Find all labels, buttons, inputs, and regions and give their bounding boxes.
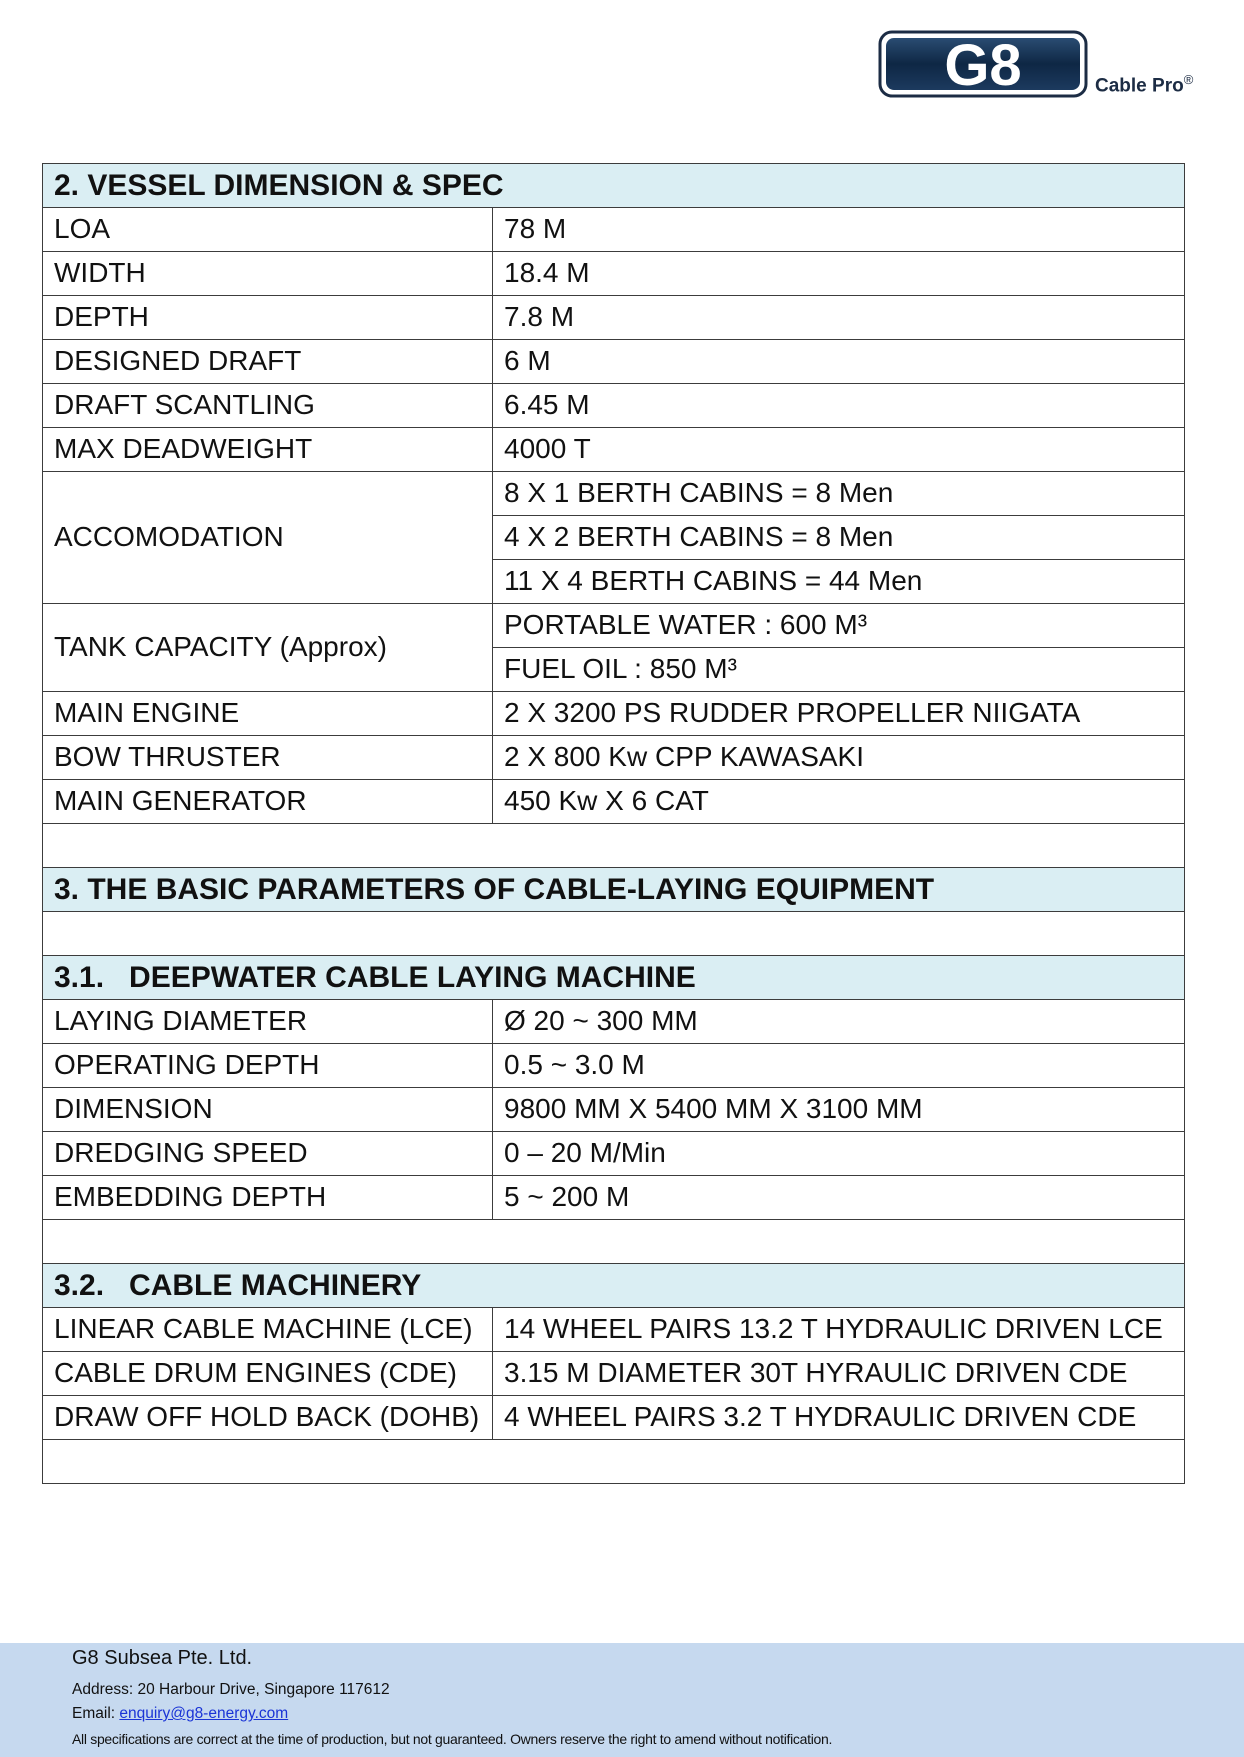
spec-label: BOW THRUSTER <box>43 736 493 780</box>
spec-value: 18.4 M <box>493 252 1185 296</box>
spec-value: 9800 MM X 5400 MM X 3100 MM <box>493 1088 1185 1132</box>
spec-label: DRAFT SCANTLING <box>43 384 493 428</box>
disclaimer: All specifications are correct at the time of production, but not guaranteed. Owners reserve the right to amend without notification. <box>72 1731 833 1747</box>
spec-label: LAYING DIAMETER <box>43 1000 493 1044</box>
deepwater-heading: 3.1. DEEPWATER CABLE LAYING MACHINE <box>43 956 1185 1000</box>
table-row <box>43 780 1185 824</box>
spec-value: 2 X 800 Kw CPP KAWASAKI <box>493 736 1185 780</box>
spec-label: MAIN ENGINE <box>43 692 493 736</box>
company-name: G8 Subsea Pte. Ltd. <box>72 1647 253 1669</box>
company-address: Address: 20 Harbour Drive, Singapore 117612 <box>72 1681 390 1698</box>
spec-table <box>42 163 1185 1484</box>
g8-logo-mark <box>878 30 1090 100</box>
logo-subtitle: Cable Pro® <box>1095 72 1194 97</box>
spec-value: 2 X 3200 PS RUDDER PROPELLER NIIGATA <box>493 692 1185 736</box>
table-row <box>43 296 1185 340</box>
blank-row <box>43 824 1185 868</box>
spec-label: DREDGING SPEED <box>43 1132 493 1176</box>
spec-value: 78 M <box>493 208 1185 252</box>
spec-label: WIDTH <box>43 252 493 296</box>
section-heading-row <box>43 868 1185 912</box>
table-row <box>43 384 1185 428</box>
table-row <box>43 1044 1185 1088</box>
table-row <box>43 604 1185 648</box>
email-label: Email: <box>72 1705 120 1722</box>
spec-value: 11 X 4 BERTH CABINS = 44 Men <box>493 560 1185 604</box>
table-row <box>43 1396 1185 1440</box>
blank-row <box>43 912 1185 956</box>
table-row <box>43 208 1185 252</box>
blank-cell <box>43 912 1185 956</box>
table-row <box>43 1176 1185 1220</box>
table-row <box>43 1352 1185 1396</box>
spec-value: 4000 T <box>493 428 1185 472</box>
spec-value: 0.5 ~ 3.0 M <box>493 1044 1185 1088</box>
email-link[interactable]: enquiry@g8-energy.com <box>119 1705 289 1722</box>
machinery-heading: 3.2. CABLE MACHINERY <box>43 1264 1185 1308</box>
spec-label: EMBEDDING DEPTH <box>43 1176 493 1220</box>
table-row <box>43 1308 1185 1352</box>
spec-value: 0 – 20 M/Min <box>493 1132 1185 1176</box>
spec-value: 3.15 M DIAMETER 30T HYRAULIC DRIVEN CDE <box>493 1352 1185 1396</box>
spec-value: PORTABLE WATER : 600 M³ <box>493 604 1185 648</box>
spec-label: LOA <box>43 208 493 252</box>
footer <box>0 1643 1244 1757</box>
spec-label: LINEAR CABLE MACHINE (LCE) <box>43 1308 493 1352</box>
table-row <box>43 428 1185 472</box>
spec-label: OPERATING DEPTH <box>43 1044 493 1088</box>
spec-label: DRAW OFF HOLD BACK (DOHB) <box>43 1396 493 1440</box>
table-row <box>43 1000 1185 1044</box>
spec-label: DEPTH <box>43 296 493 340</box>
tank-capacity-label: TANK CAPACITY (Approx) <box>43 604 493 692</box>
spec-label: CABLE DRUM ENGINES (CDE) <box>43 1352 493 1396</box>
blank-cell <box>43 1440 1185 1484</box>
accomodation-label: ACCOMODATION <box>43 472 493 604</box>
spec-value: 4 X 2 BERTH CABINS = 8 Men <box>493 516 1185 560</box>
basic-parameters-heading: 3. THE BASIC PARAMETERS OF CABLE-LAYING EQUIPMENT <box>43 868 1185 912</box>
vessel-heading: 2. VESSEL DIMENSION & SPEC <box>43 164 1185 208</box>
blank-row <box>43 1440 1185 1484</box>
spec-value: 6 M <box>493 340 1185 384</box>
company-logo <box>878 30 1218 102</box>
spec-value: 5 ~ 200 M <box>493 1176 1185 1220</box>
spec-label: MAX DEADWEIGHT <box>43 428 493 472</box>
spec-label: MAIN GENERATOR <box>43 780 493 824</box>
section-heading-row <box>43 164 1185 208</box>
spec-value: 7.8 M <box>493 296 1185 340</box>
spec-value: FUEL OIL : 850 M³ <box>493 648 1185 692</box>
table-row <box>43 736 1185 780</box>
blank-cell <box>43 1220 1185 1264</box>
spec-value: 4 WHEEL PAIRS 3.2 T HYDRAULIC DRIVEN CDE <box>493 1396 1185 1440</box>
blank-cell <box>43 824 1185 868</box>
spec-value: Ø 20 ~ 300 MM <box>493 1000 1185 1044</box>
logo-text: G8 <box>944 33 1022 98</box>
spec-value: 6.45 M <box>493 384 1185 428</box>
table-row <box>43 1088 1185 1132</box>
section-heading-row <box>43 956 1185 1000</box>
blank-row <box>43 1220 1185 1264</box>
table-row <box>43 472 1185 516</box>
table-row <box>43 1132 1185 1176</box>
spec-value: 450 Kw X 6 CAT <box>493 780 1185 824</box>
spec-value: 8 X 1 BERTH CABINS = 8 Men <box>493 472 1185 516</box>
table-row <box>43 252 1185 296</box>
spec-label: DESIGNED DRAFT <box>43 340 493 384</box>
spec-value: 14 WHEEL PAIRS 13.2 T HYDRAULIC DRIVEN LCE <box>493 1308 1185 1352</box>
section-heading-row <box>43 1264 1185 1308</box>
spec-label: DIMENSION <box>43 1088 493 1132</box>
table-row <box>43 692 1185 736</box>
email-line <box>72 1705 288 1723</box>
table-row <box>43 340 1185 384</box>
